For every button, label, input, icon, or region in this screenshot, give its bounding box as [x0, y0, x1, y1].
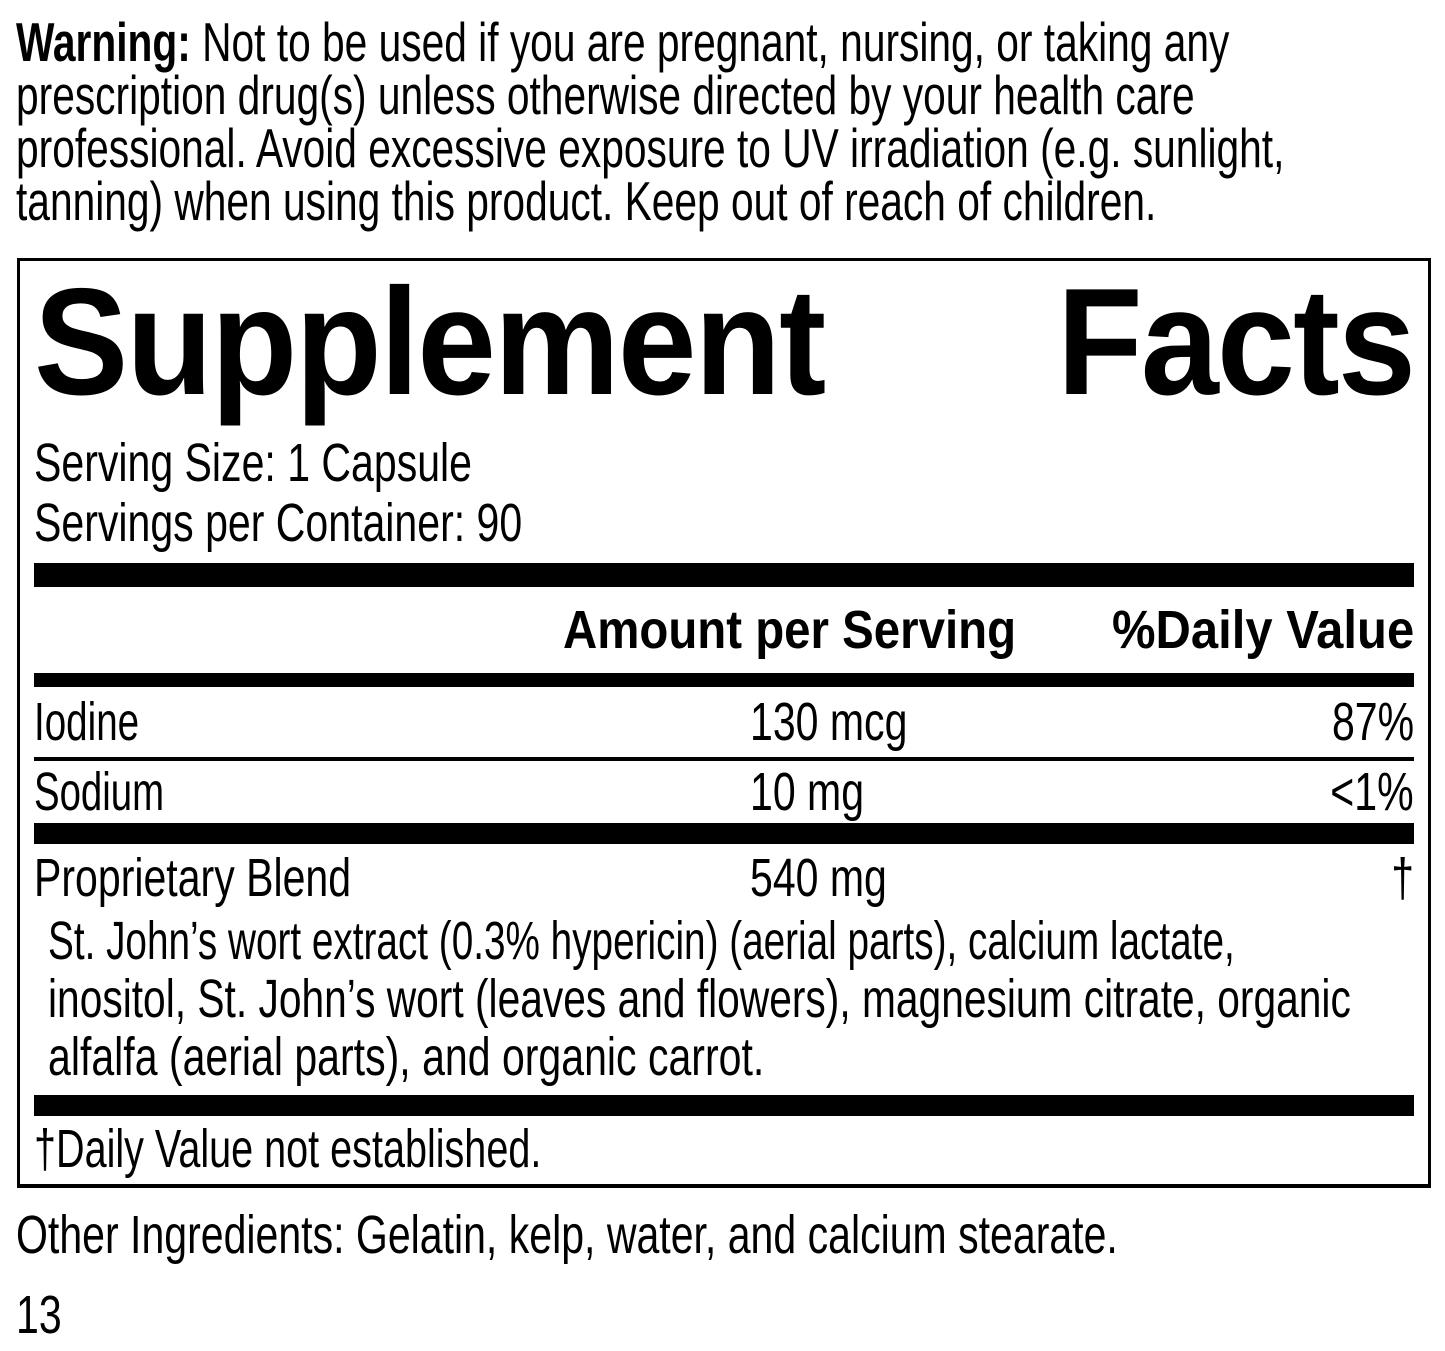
blend-line [48, 970, 1414, 1028]
servings-per-container: Servings per Container: 90 [34, 493, 523, 553]
table-header-row [34, 587, 1414, 673]
blend-name: Proprietary Blend [34, 848, 352, 908]
blend-amount: 540 mg [750, 848, 887, 908]
table-row-sodium [34, 761, 1414, 823]
nutrient-name: Sodium [34, 762, 165, 822]
warning-line [16, 170, 1445, 232]
serving-size-line [34, 433, 1414, 493]
warning-label: Warning: [16, 11, 191, 73]
blend-line-1: St. John’s wort extract (0.3% hypericin) (aerial parts), calcium lactate, [48, 911, 1235, 971]
blend-line-3: alfalfa (aerial parts), and organic carrot. [48, 1027, 765, 1087]
warning-line-1 [16, 11, 1230, 73]
page-number: 13 [16, 1285, 62, 1345]
nutrient-name: Iodine [34, 692, 140, 752]
title-word-supplement: Supplement [34, 257, 825, 427]
rule-heavy-below-header [34, 673, 1414, 687]
other-ingredients: Other Ingredients: Gelatin, kelp, water, and calcium stearate. [16, 1205, 1118, 1265]
serving-size: Serving Size: 1 Capsule [34, 433, 472, 493]
other-ingredients-line [16, 1206, 1445, 1264]
warning-line-4: tanning) when using this product. Keep out of reach of children. [16, 170, 1157, 232]
blend-line [48, 1028, 1414, 1086]
nutrient-daily-value: 87% [1331, 692, 1414, 752]
blend-line-2: inositol, St. John’s wort (leaves and flowers), magnesium citrate, organic [48, 969, 1351, 1029]
rule-heavy-above-blend [34, 823, 1414, 844]
daily-value-footnote: †Daily Value not established. [34, 1119, 542, 1179]
warning-line-3: professional. Avoid excessive exposure to UV irradiation (e.g. sunlight, [16, 117, 1285, 179]
dagger-symbol: † [1391, 848, 1414, 908]
nutrient-daily-value: <1% [1330, 762, 1414, 822]
page-number-line [16, 1286, 1445, 1344]
warning-line-2: prescription drug(s) unless otherwise directed by your health care [16, 64, 1195, 126]
warning-paragraph [16, 11, 1445, 232]
warning-line [16, 117, 1445, 179]
supplement-facts-panel [17, 258, 1431, 1188]
title-word-facts: Facts [1056, 257, 1414, 427]
warning-line-1-text: Not to be used if you are pregnant, nursing, or taking any [202, 11, 1230, 73]
blend-ingredients [48, 912, 1414, 1086]
column-header-daily-value: %Daily Value [1111, 600, 1414, 660]
column-header-amount-per-serving: Amount per Serving [563, 600, 1017, 660]
panel-title [34, 257, 1414, 427]
nutrient-amount: 10 mg [750, 762, 865, 822]
footnote-line [34, 1120, 1414, 1178]
servings-per-container-line [34, 493, 1414, 553]
rule-heavy-bottom [34, 1095, 1414, 1116]
rule-heavy-top [34, 563, 1414, 587]
nutrient-amount: 130 mcg [750, 692, 908, 752]
warning-line [16, 11, 1445, 73]
warning-line [16, 64, 1445, 126]
table-row-iodine [34, 687, 1414, 757]
blend-line [48, 912, 1414, 970]
table-row-proprietary-blend [34, 844, 1414, 912]
